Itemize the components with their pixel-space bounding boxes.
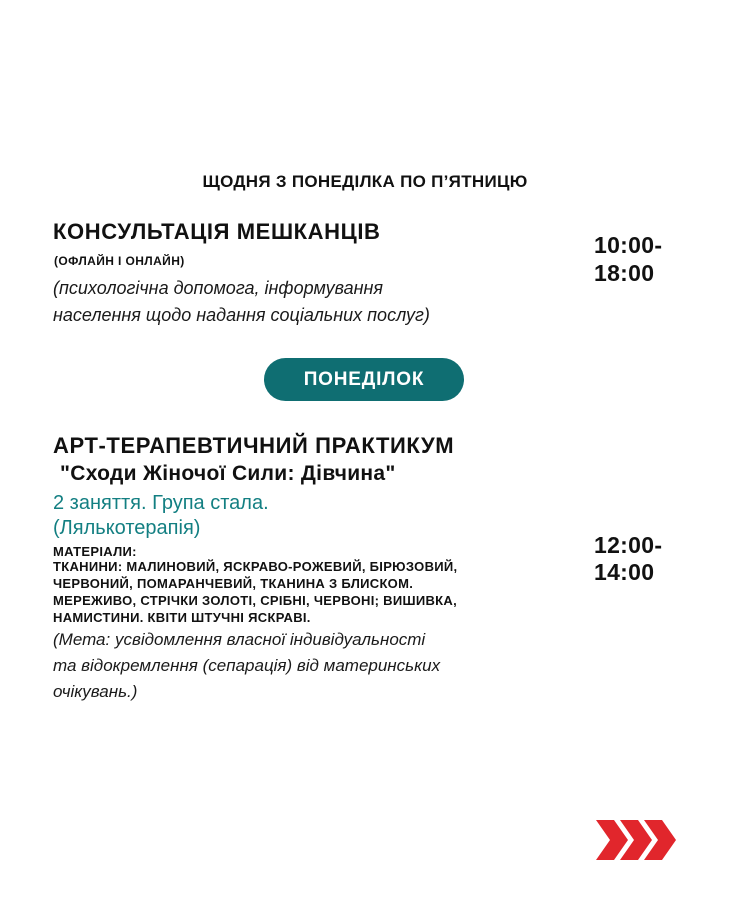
day-badge-label: ПОНЕДІЛОК <box>303 368 425 390</box>
session-type: (Лялькотерапія) <box>53 517 201 539</box>
materials-heading: МАТЕРІАЛИ: <box>53 544 137 559</box>
triple-chevron-right-icon[interactable] <box>594 818 678 862</box>
goal-line-1: (Мета: усвідомлення власної індивідуальності <box>53 630 426 649</box>
session-info: 2 заняття. Група стала. <box>53 492 269 514</box>
materials-line-4: НАМИСТИНИ. КВІТИ ШТУЧНІ ЯСКРАВІ. <box>53 610 311 625</box>
consultation-description-line-1: (психологічна допомога, інформування <box>53 278 384 298</box>
consultation-mode: (ОФЛАЙН І ОНЛАЙН) <box>54 254 185 268</box>
materials-line-1: ТКАНИНИ: МАЛИНОВИЙ, ЯСКРАВО-РОЖЕВИЙ, БІРЮЗОВИЙ, <box>53 559 458 574</box>
consultation-title: КОНСУЛЬТАЦІЯ МЕШКАНЦІВ <box>53 219 381 244</box>
consultation-description-line-2: населення щодо надання соціальних послуг) <box>53 305 430 325</box>
art-therapy-title: АРТ-ТЕРАПЕВТИЧНИЙ ПРАКТИКУМ <box>53 433 455 458</box>
art-therapy-time-start: 12:00- <box>594 532 663 558</box>
day-badge-monday <box>264 358 464 401</box>
art-therapy-subtitle: "Сходи Жіночої Сили: Дівчина" <box>60 462 396 485</box>
art-therapy-time-end: 14:00 <box>594 559 655 585</box>
goal-line-2: та відокремлення (сепарація) від материнських <box>53 656 441 675</box>
goal-line-3: очікувань.) <box>53 682 138 701</box>
materials-line-2: ЧЕРВОНИЙ, ПОМАРАНЧЕВИЙ, ТКАНИНА З БЛИСКОМ. <box>53 576 414 591</box>
consultation-time-start: 10:00- <box>594 232 663 258</box>
consultation-time-end: 18:00 <box>594 260 655 286</box>
schedule-heading: ЩОДНЯ З ПОНЕДІЛКА ПО П’ЯТНИЦЮ <box>202 172 528 191</box>
materials-line-3: МЕРЕЖИВО, СТРІЧКИ ЗОЛОТІ, СРІБНІ, ЧЕРВОНІ; ВИШИВКА, <box>53 593 458 608</box>
